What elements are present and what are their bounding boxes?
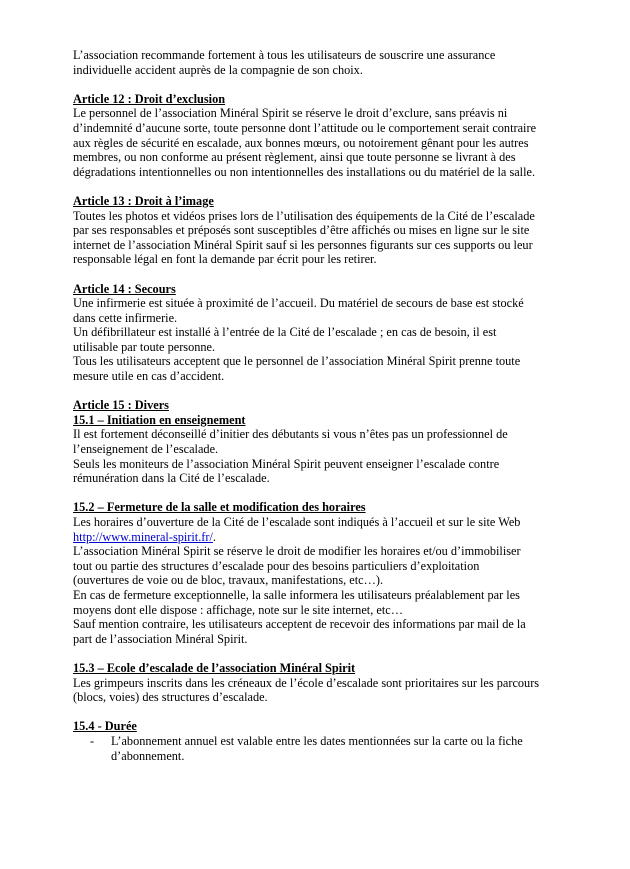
article-12 — [73, 92, 580, 180]
text-line: Tous les utilisateurs acceptent que le personnel de l’association Minéral Spirit prenne toute — [73, 354, 521, 369]
section-15-4-heading: 15.4 - Durée — [73, 719, 137, 734]
text-line: L’abonnement annuel est valable entre les dates mentionnées sur la carte ou la fiche — [111, 733, 523, 748]
text-line: mesure utile en cas d’accident. — [73, 369, 225, 384]
intro-paragraph — [73, 48, 580, 77]
text-line: moyens dont elle dispose : affichage, note sur le site internet, etc… — [73, 602, 403, 617]
text-line: l’enseignement de l’escalade. — [73, 442, 219, 457]
text-line: aux règles de sécurité en escalade, aux bonnes mœurs, ou notoirement gênant pour les autres — [73, 135, 529, 150]
text-line: responsable légal en font la demande par écrit pour les retirer. — [73, 252, 377, 267]
article-15 — [73, 398, 580, 763]
article-15-heading: Article 15 : Divers — [73, 398, 169, 413]
text-line: Une infirmerie est située à proximité de l’accueil. Du matériel de secours de base est stocké — [73, 296, 524, 311]
section-15-4 — [73, 719, 580, 763]
article-13 — [73, 194, 580, 267]
bullet-item — [73, 734, 580, 763]
text-line: En cas de fermeture exceptionnelle, la salle informera les utilisateurs préalablement par les — [73, 587, 520, 602]
bullet-text — [111, 734, 580, 763]
text-line: tout ou partie des structures d’escalade pour des besoins particuliers d’exploitation — [73, 558, 480, 573]
section-15-1 — [73, 413, 580, 486]
text-line: utilisable par toute personne. — [73, 339, 216, 354]
section-15-3 — [73, 661, 580, 705]
text-line: Il est fortement déconseillé d’initier des débutants si vous n’êtes pas un professionnel de — [73, 427, 508, 442]
link-suffix: . — [212, 529, 216, 544]
text-line: dans cette infirmerie. — [73, 310, 178, 325]
text-line: dégradations intentionnelles ou non intentionnelles des installations ou du matériel de la salle. — [73, 164, 536, 179]
text-line: L’association Minéral Spirit se réserve le droit de modifier les horaires et/ou d’immobiliser — [73, 544, 521, 559]
text-line-with-link — [73, 530, 580, 545]
article-14-heading: Article 14 : Secours — [73, 281, 176, 296]
section-15-1-heading: 15.1 – Initiation en enseignement — [73, 412, 246, 427]
text-line: part de l’association Minéral Spirit. — [73, 631, 248, 646]
section-15-2 — [73, 500, 580, 646]
text-line: Les grimpeurs inscrits dans les créneaux de l’école d’escalade sont prioritaires sur les parcours — [73, 675, 540, 690]
text-line: Seuls les moniteurs de l’association Minéral Spirit peuvent enseigner l’escalade contre — [73, 456, 500, 471]
text-line: Un défibrillateur est installé à l’entrée de la Cité de l’escalade ; en cas de besoin, il est — [73, 325, 497, 340]
article-14 — [73, 282, 580, 384]
text-line: (blocs, voies) des structures d’escalade. — [73, 690, 268, 705]
text-line: individuelle accident auprès de la compagnie de son choix. — [73, 62, 363, 77]
text-line: rémunération dans la Cité de l’escalade. — [73, 471, 270, 486]
article-12-heading: Article 12 : Droit d’exclusion — [73, 91, 226, 106]
article-13-heading: Article 13 : Droit à l’image — [73, 193, 214, 208]
text-line: Sauf mention contraire, les utilisateurs acceptent de recevoir des informations par mail de la — [73, 617, 526, 632]
text-line: internet de l’association Minéral Spirit sauf si les personnes figurants sur ces supports ou leur — [73, 237, 533, 252]
text-line: membres, ou non conforme au présent règlement, ainsi que toute personne se livrant à des — [73, 150, 516, 165]
section-15-2-heading: 15.2 – Fermeture de la salle et modification des horaires — [73, 500, 366, 515]
text-line: Le personnel de l’association Minéral Spirit se réserve le droit d’exclure, sans préavis ni — [73, 106, 508, 121]
text-line: L’association recommande fortement à tous les utilisateurs de souscrire une assurance — [73, 48, 496, 62]
website-link[interactable]: http://www.mineral-spirit.fr/ — [73, 529, 213, 544]
text-line: d’indemnité d’aucune sorte, toute personne dont l’attitude ou le comportement serait contraire — [73, 120, 537, 135]
text-line: par ses responsables et préposés sont susceptibles d’être affichés ou mises en ligne sur le site — [73, 223, 530, 238]
text-line: Les horaires d’ouverture de la Cité de l’escalade sont indiqués à l’accueil et sur le site Web — [73, 515, 521, 529]
text-line: Toutes les photos et vidéos prises lors de l’utilisation des équipements de la Cité de l’escalade — [73, 208, 535, 223]
section-15-3-heading: 15.3 – Ecole d’escalade de l’association Minéral Spirit — [73, 660, 356, 675]
text-line: (ouvertures de voie ou de bloc, travaux, manifestations, etc…). — [73, 573, 384, 588]
text-line: d’abonnement. — [111, 748, 185, 763]
bullet-marker: - — [90, 733, 95, 748]
